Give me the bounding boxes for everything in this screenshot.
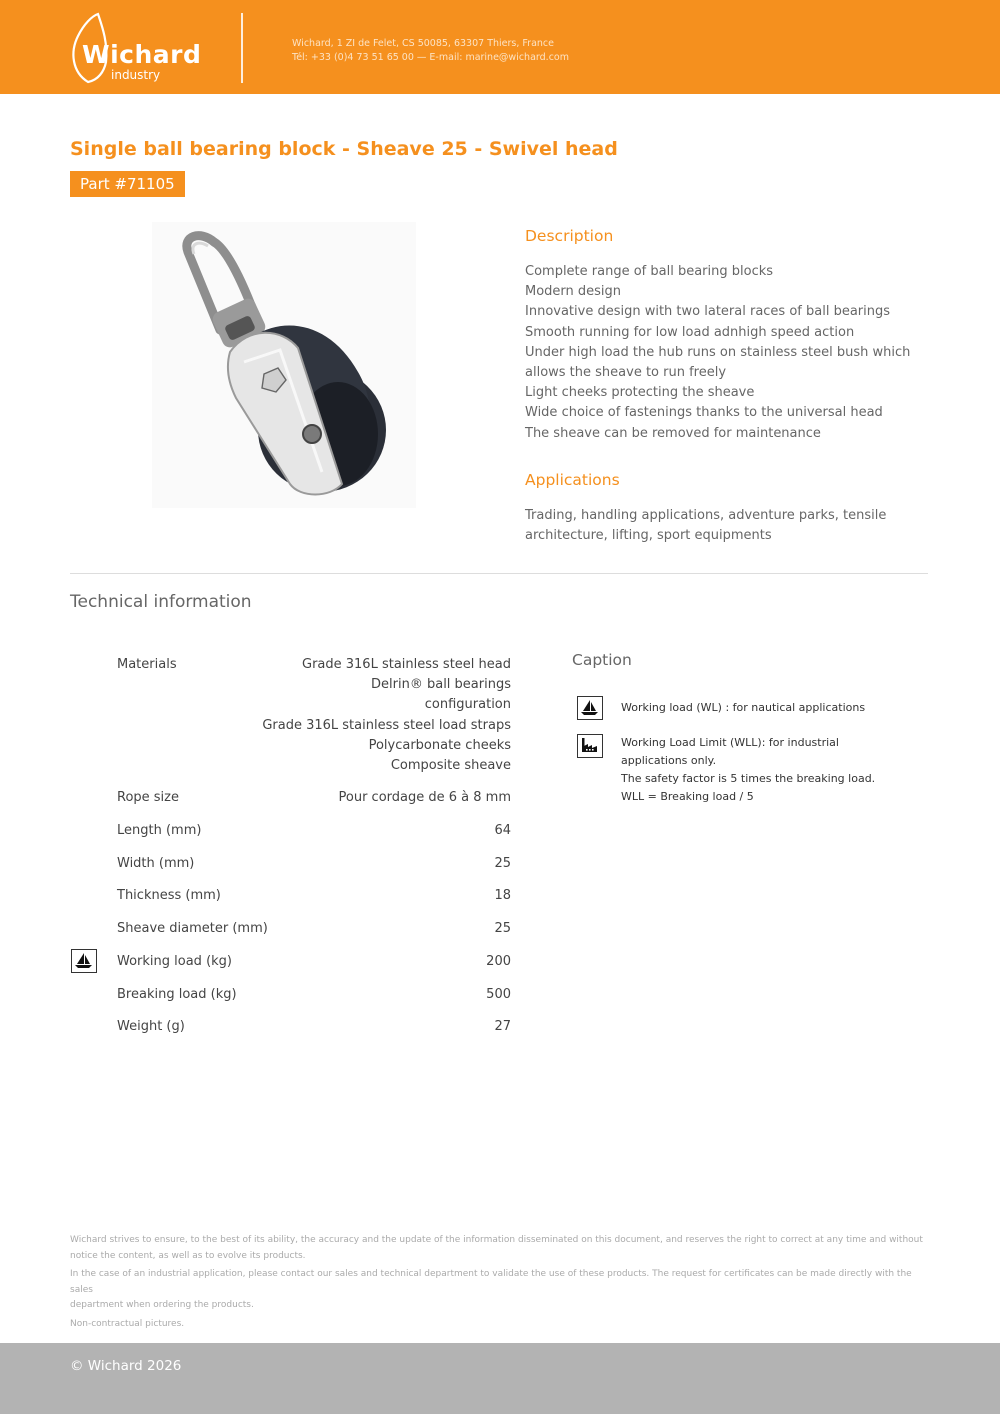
spec-value: 500 xyxy=(486,987,511,1002)
caption-wll-line: applications only. xyxy=(621,754,717,767)
description-item: Innovative design with two lateral races of ball bearings xyxy=(525,304,891,320)
disclaimer-line: notice the content, as well as to evolve its products. xyxy=(70,1250,306,1261)
material-item: Delrin® ball bearings xyxy=(371,677,511,693)
spec-label: Thickness (mm) xyxy=(117,888,221,903)
applications-text xyxy=(525,506,925,546)
address-line: Wichard, 1 ZI de Felet, CS 50085, 63307 Thiers, France xyxy=(292,38,555,49)
logo-text: Wichard xyxy=(82,40,202,69)
applications-line: architecture, lifting, sport equipments xyxy=(525,528,772,544)
page-header xyxy=(0,0,1000,94)
header-divider xyxy=(241,13,243,83)
spec-value: 25 xyxy=(494,856,511,871)
disclaimer-line: Wichard strives to ensure, to the best of its ability, the accuracy and the update of the information disseminated on this document, and reserves the right to correct at any time and without xyxy=(70,1235,923,1245)
caption-wll-line: WLL = Breaking load / 5 xyxy=(621,790,754,803)
material-item: Composite sheave xyxy=(390,758,511,774)
spec-label: Breaking load (kg) xyxy=(117,987,237,1002)
spec-value: 27 xyxy=(494,1019,511,1034)
material-item: Polycarbonate cheeks xyxy=(368,737,511,753)
description-item: Smooth running for low load adnhigh speed action xyxy=(525,324,855,340)
spec-value: 25 xyxy=(494,921,511,936)
copyright-text: © Wichard 2026 xyxy=(70,1358,182,1374)
applications-line: Trading, handling applications, adventure parks, tensile xyxy=(525,508,887,523)
spec-value-materials xyxy=(262,655,511,776)
description-item: Light cheeks protecting the sheave xyxy=(525,385,755,401)
description-item: Modern design xyxy=(525,284,622,300)
technical-heading: Technical information xyxy=(70,592,252,612)
description-item: Wide choice of fastenings thanks to the universal head xyxy=(525,405,883,421)
spec-label-materials: Materials xyxy=(117,657,177,672)
disclaimer-paragraph xyxy=(70,1267,930,1314)
legal-disclaimer xyxy=(70,1233,930,1335)
part-number-badge: Part #71105 xyxy=(70,171,185,197)
spec-label: Width (mm) xyxy=(117,856,195,871)
caption-wll-line: Working Load Limit (WLL): for industrial xyxy=(621,736,839,749)
caption-wll-text xyxy=(621,734,921,806)
disclaimer-paragraph xyxy=(70,1233,930,1264)
spec-label: Sheave diameter (mm) xyxy=(117,921,268,936)
disclaimer-line: department when ordering the products. xyxy=(70,1300,254,1310)
spec-value: 64 xyxy=(494,823,511,838)
company-address xyxy=(292,37,569,65)
description-list xyxy=(525,262,925,444)
contact-line[interactable]: Tél: +33 (0)4 73 51 65 00 — E-mail: marine@wichard.com xyxy=(292,52,569,63)
description-item: Under high load the hub runs on stainless steel bush which xyxy=(525,344,911,360)
description-item: The sheave can be removed for maintenance xyxy=(525,425,821,441)
description-heading: Description xyxy=(525,227,614,245)
spec-label: Rope size xyxy=(117,790,179,805)
description-item: Complete range of ball bearing blocks xyxy=(525,264,774,279)
section-divider xyxy=(70,573,928,574)
spec-value: Pour cordage de 6 à 8 mm xyxy=(338,790,511,805)
spec-label: Length (mm) xyxy=(117,823,202,838)
material-item: Grade 316L stainless steel load straps xyxy=(262,717,511,733)
industrial-factory-icon xyxy=(577,734,603,758)
product-image xyxy=(152,222,416,508)
product-title: Single ball bearing block - Sheave 25 - Swivel head xyxy=(70,138,618,160)
nautical-sailboat-icon xyxy=(577,696,603,720)
disclaimer-line: In the case of an industrial application, please contact our sales and technical department to validate the use of these products. The request for certificates can be made directly with the sales xyxy=(70,1269,912,1295)
spec-value: 200 xyxy=(486,954,511,969)
logo-subtext: industry xyxy=(111,68,161,82)
working-load-icon xyxy=(71,949,97,973)
material-item: Grade 316L stainless steel head xyxy=(302,657,511,672)
page-footer xyxy=(0,1343,1000,1414)
applications-heading: Applications xyxy=(525,471,620,489)
caption-heading: Caption xyxy=(572,651,632,669)
wichard-logo[interactable] xyxy=(68,12,208,87)
spec-label: Weight (g) xyxy=(117,1019,185,1034)
material-item: configuration xyxy=(424,697,511,713)
caption-wl-text: Working load (WL) : for nautical applications xyxy=(621,701,866,714)
disclaimer-paragraph: Non-contractual pictures. xyxy=(70,1318,185,1329)
spec-value: 18 xyxy=(494,888,511,903)
caption-wll-line: The safety factor is 5 times the breaking load. xyxy=(621,772,876,785)
description-item: allows the sheave to run freely xyxy=(525,365,727,381)
spec-label: Working load (kg) xyxy=(117,954,232,969)
